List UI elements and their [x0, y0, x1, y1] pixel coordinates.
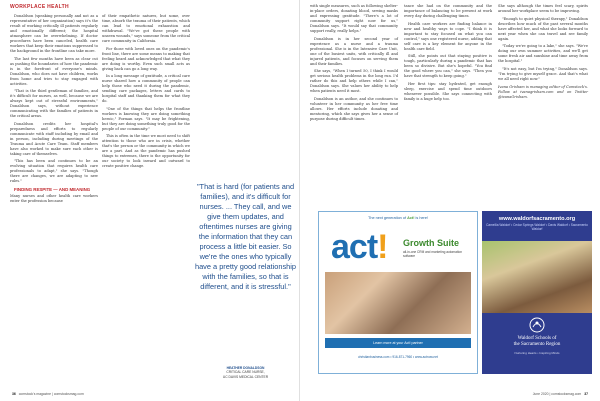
- paragraph: Health care workers are finding balance in new and healthy ways to cope. "I think it is important to stay focused on what you can control," says one registered nurse, adding that self care is a key element for anyone in the health care field.: [404, 21, 492, 51]
- paragraph: This is often in the time we most need to shift attention to those who are in crisis, whether that's the person or the community in which we are a part. And as the pandemic has pushed things to extremes, there is the opportunity for our society to look inward and outward to create positive change.: [102, 134, 190, 168]
- right-column-3: [498, 4, 588, 102]
- waldorf-name-line-1: Waldorf Schools of: [517, 336, 557, 341]
- subhead: FINDING RESPITE — AND MEANING: [14, 186, 91, 192]
- paragraph: "That is the third gentleman of families, and it's difficult for nurses, as well, because we are always kept out of stressful environments," Donaldson says, without experience communicating with the families of patients in the critical areas.: [10, 89, 98, 118]
- ad-cta-button[interactable]: Learn more at your Act! partner: [325, 338, 471, 348]
- publication-url: comstocksmag.com: [551, 392, 582, 396]
- act-logo-bang: !: [377, 228, 388, 266]
- attribution-org: UC DAVIS MEDICAL CENTER: [222, 374, 269, 379]
- left-column-2: [102, 14, 190, 172]
- paragraph: "Enough to quiet physical therapy," Donaldson describes how much of the past several months have affected her, and what she looks forward to next year when she can travel and see family again.: [498, 16, 588, 41]
- author-bio: Ivana Grisham is managing editor of Comstock's. Follow at ivanagrisham.com and on Twitter @ivanaGrisham.: [498, 84, 588, 99]
- paragraph: In a long message of gratitude, a critical care nurse shared how a community of people can help those who need it during the pandemic, sending care packages, letters and cards to hospital staff and thanking them for what they do.: [102, 74, 190, 103]
- paragraph: Many nurses and other health care workers enter the profession because: [10, 194, 98, 204]
- act-growth-suite-ad[interactable]: [318, 211, 478, 374]
- paragraph: "Today we're going to a lake," she says. "We're doing our own summer activities, and we'll get some fresh air and sunshine and time away from the hospital.": [498, 44, 588, 63]
- act-logo-text: act: [331, 228, 378, 266]
- pull-quote-attribution: [194, 366, 297, 379]
- paragraph: She says although the times feel scary, spirits around her workplace seem to be improving.: [498, 4, 588, 13]
- page-number: 36: [12, 392, 16, 396]
- act-logo: [331, 228, 387, 267]
- publication-url: comstocksmag.com: [53, 392, 84, 396]
- paragraph: tance she had on the community and the importance of balancing to be present at work every day during challenging times.: [404, 4, 492, 18]
- paragraph: The last few months have been as clear cut as pushing the boundaries of how the pandemic is in the forefront of everyone's minds. Donaldson, who does not have children, works from home and tries to stay engaged with activities.: [10, 56, 98, 86]
- section-tag: WORKPLACE HEALTH: [10, 4, 69, 10]
- page-number: 37: [584, 392, 588, 396]
- right-column-1: [310, 4, 398, 124]
- attribution-name: HEATHER DONALDSON: [226, 366, 265, 370]
- paragraph: "One of the things that helps the frontline workers is knowing they are doing something heroic," Forman says. "It may be frightening, but they are doing something truly good for the people of our community.": [102, 106, 190, 131]
- product-name: Growth Suite: [403, 238, 459, 248]
- paragraph: Donaldson credits her hospital's preparedness and efforts to regularly communicate with staff including by email and in person, including during meetings of the Trauma and Acute Care Team. Staff members have also worked to make sure each other is taking care of themselves.: [10, 121, 98, 156]
- issue-date: June 2020: [532, 392, 549, 396]
- paragraph: Her first tips: stay hydrated, get enough sleep, exercise and spend time outdoors whenever possible. She says connecting with family is a huge help too.: [404, 81, 492, 101]
- paragraph: Still, she points out that staying positive is tough, particularly during a pandemic that has been so divisive. But she's hopeful. "You find the good where you can," she says. "Then you have that strength to keep going.": [404, 54, 492, 78]
- paragraph: For those with loved ones on the pandemic's front line, there are some means to making that feeling heard and acknowledged that what they are doing is worthy. Even such small acts as giving back can go a long way.: [102, 46, 190, 71]
- waldorf-photo: [482, 241, 592, 313]
- ad-header-suffix: is here!: [415, 216, 428, 220]
- paragraph: "It's not easy, but I'm trying," Donaldson says. "I'm trying to give myself grace. And that's what we all need right now.": [498, 66, 588, 81]
- paragraph: Donaldson (speaking personally and not as a representative of her organization) says it's the result of working critically ill patients regularly and emotionally different; the hospital atmosphere can be overwhelming. If doctor procedures have been canceled, health care workers that keep their emotions suppressed to the background in the frontline can take more.: [10, 14, 98, 53]
- ad-header-brand: Act!: [407, 216, 415, 220]
- ad-photo: [325, 272, 471, 334]
- waldorf-crest-icon: [482, 317, 592, 337]
- product-subtitle: all-in-one CRM and marketing automation software: [403, 250, 462, 258]
- paragraph: of their empathetic natures, but some, over time, absorb the trauma of their patients, which can lead to emotional exhaustion and withdrawal. "We've got these people with unseen wounds," says someone from the critical care community in California.: [102, 14, 190, 43]
- attribution-title: CRITICAL CARE NURSE,: [226, 370, 265, 375]
- ad-header: [319, 212, 477, 220]
- pull-quote: "That is hard (for patients and families), and it's difficult for nurses. ... They call, and we give them updates, and oftentimes nurses are giving the information that they can process a little bit easier. So we're the ones who typically have a pretty good relationship with the families, so that is different, and it is stressful.": [194, 182, 297, 291]
- paragraph: "This has been and continues to be an evolving situation that requires health care professionals to adapt," she says. "Though there are changes, we are adapting to new rules.": [10, 159, 98, 183]
- paragraph: She says, "When I turned 50, I think I would get serious health problems in the long run. I'd rather do this and help others while I can," Donaldson says. She values her ability to help when patients need it most.: [310, 69, 398, 93]
- waldorf-motto: Nurturing Hearts • Inspiring Minds: [514, 351, 560, 355]
- waldorf-name: [482, 336, 592, 348]
- waldorf-schools-ad[interactable]: [482, 211, 592, 374]
- publication-name: comstock's magazine: [18, 392, 52, 396]
- ad-header-prefix: The next generation of: [368, 216, 407, 220]
- left-footer: 36 comstock's magazine | comstocksmag.com: [12, 392, 84, 396]
- right-column-2: [404, 4, 492, 104]
- paragraph: Donaldson is an author, and she continues to volunteer in her community as her free time allows. Her efforts include donating and mentoring, which she says gives her a sense of purpose during difficult times.: [310, 96, 398, 121]
- paragraph: with single measures, such as following shelter-in-place orders, donating blood, sewing masks and expressing gratitude. "There's a lot of community support right now for us," Donaldson says. "It would say that community support really, really helps.": [310, 4, 398, 33]
- right-footer: June 2020 | comstocksmag.com 37: [532, 392, 588, 396]
- waldorf-tagline: Camellia Waldorf • Cedar Springs Waldorf • Davis Waldorf • Sacramento Waldorf: [486, 223, 588, 232]
- left-column-1: [10, 14, 98, 207]
- waldorf-name-line-2: the Sacramento Region: [513, 342, 561, 347]
- paragraph: Donaldson is in her second year of experience as a nurse and a trauma professional. She is in the Intensive Care Unit, one of the busiest units, with critically ill and injured patients, and focuses on serving them and their families.: [310, 36, 398, 66]
- waldorf-url[interactable]: www.waldorfsacramento.org: [498, 216, 576, 222]
- ad-contact[interactable]: christianbusiness.com • 916-871-7960 • www.actnow.net: [358, 355, 438, 359]
